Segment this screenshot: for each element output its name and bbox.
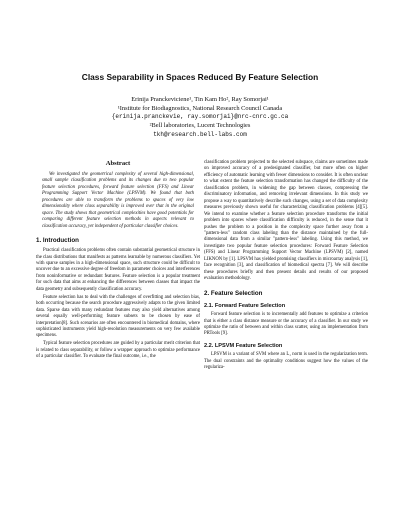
email-1: {erinija.pranckevie, ray.somorjai}@nrc-cnrc.gc.ca bbox=[111, 113, 289, 121]
author-block bbox=[20, 96, 380, 140]
affiliation-2: ²Bell laboratories, Lucent Technologies bbox=[149, 122, 251, 130]
section-heading-introduction: 1. Introduction bbox=[36, 237, 79, 245]
lpsvm-paragraph: LPSVM is a variant of SVM where an L₁ norm is used in the regularization term. The dual constraints and the optimality conditions suggest how the values of the regulariza- bbox=[204, 352, 368, 371]
right-column bbox=[204, 160, 368, 372]
abstract-body bbox=[42, 172, 194, 230]
abstract-heading: Abstract bbox=[105, 160, 131, 167]
abstract-text: We investigated the geometrical complexity of several high-dimensional, small sample classification problems and its changes due to two popular feature selection procedures, forward feature selection (FFS) and Linear Programming Support Vector Machine (LPSVM). We found that both procedures are able to transform the problems to spaces of very low dimensionality where class separability is improved over that in the original space. The study shows that geometrical complexities have good potentials for comparing different feature selection methods in aspects relevant to classification accuracy, yet independent of particular classifier choices. bbox=[42, 172, 194, 229]
intro-paragraph-continued: classification problem projected to the selected subspace, claims are sometimes made on improved accuracy of a predesignated classifier, but more often on higher efficiency of automatic learning with fewer dimensions to consider. It is often unclear to what extent the feature selection transformation has changed the difficulty of the classification problem, in widening the gap between classes, compressing the discriminatory information, and removing irrelevant dimensions. In this study we propose a way to quantitatively describe such changes, using a set of data complexity measures previously shown useful for characterizing classification problems [4][5]. We intend to examine whether a feature selection procedure transforms the initial problem into spaces where classification difficulty is reduced, in the sense that it pushes the problem to a position in the complexity space further away from a "pattern-less" random class labeling than the distance maintained by the full-dimensional data from a similar "pattern-less" labeling. Using this method, we investigate two popular feature selection procedures: Forward Feature Selection (FFS) and Linear Programming Support Vector Machine (LPSVM) [2], named LIKNON by [1]. LPSVM has yielded promising classifiers in microarray analysis [1], face recognition [3], and classification of biomedical spectra [7]. We will describe these procedures briefly and then present details and results of our proposed evaluation methodology. bbox=[204, 160, 368, 282]
left-column bbox=[36, 160, 200, 361]
paper-title: Class Separability in Spaces Reduced By Feature Selection bbox=[81, 72, 319, 82]
email-2: tkh@research.bell-labs.com bbox=[153, 130, 247, 138]
affiliation-1: ¹Institute for Biodiagnostics, National Research Council Canada bbox=[117, 104, 283, 112]
subsection-heading-ffs: 2.1. Forward Feature Selection bbox=[204, 302, 286, 309]
subsection-heading-lpsvm: 2.2. LPSVM Feature Selection bbox=[204, 342, 283, 349]
intro-paragraph-2: Feature selection has to deal with the challenges of overfitting and selection bias, both occurring because the search procedure aggressively adapts to the given limited data. Sparse data with many redundant features may also yield alternatives among several equally well-performing feature subsets to be chosen by ease of interpretation[8]. Such scenarios are often encountered in biomedical domains, where sophisticated instruments yield high-resolution measurements on very few available specimens. bbox=[36, 294, 200, 339]
ffs-paragraph: Forward feature selection is to incrementally add features to optimize a criterion that is either a class distance measure or the accuracy of a classifier. In our study we optimize the ratio of between and within class scatter, using an implementation from PRTools [9]. bbox=[204, 312, 368, 337]
intro-paragraph-3: Typical feature selection procedures are guided by a particular merit criterion that is related to class separability, or follow a wrapper approach to optimize performance of a particular classifier. To evaluate the final outcome, i.e., the bbox=[36, 341, 200, 360]
intro-paragraph-1: Practical classification problems often contain substantial geometrical structure in the class distributions that manifests as patterns learnable by numerous classifiers. Yet with sparse samples in a high-dimensional space, such structure could be difficult to uncover due to an excessive degree of freedom in parameter choices and interferences from noninformative or redundant features. Feature selection is a popular treatment for such data that aims at enhancing the differences between classes that impact the data geometry and subsequently classification accuracy. bbox=[36, 248, 200, 292]
section-heading-feature-selection: 2. Feature Selection bbox=[204, 289, 263, 297]
author-names: Erinija Pranckeviciene¹, Tin Kam Ho², Ray Somorjai¹ bbox=[131, 96, 269, 103]
